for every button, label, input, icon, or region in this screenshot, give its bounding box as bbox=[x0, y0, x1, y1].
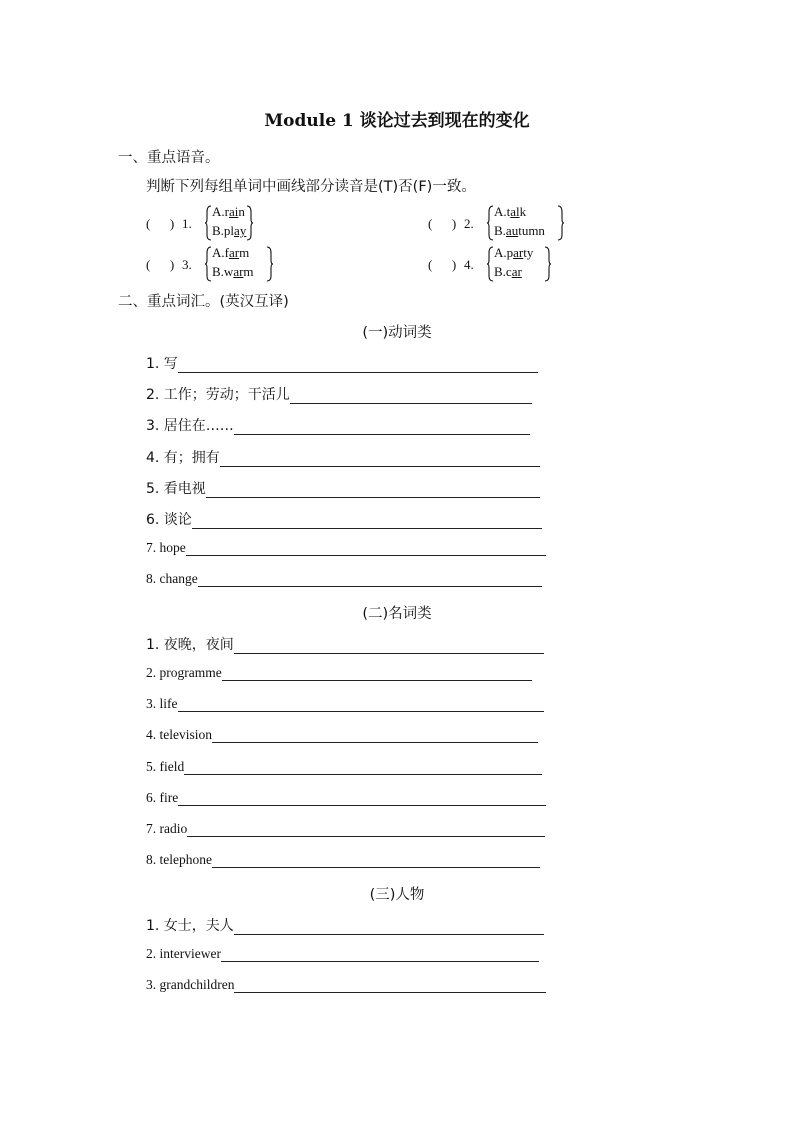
answer-line[interactable] bbox=[187, 822, 545, 837]
answer-blank[interactable]: ( ) bbox=[428, 216, 457, 231]
answer-line[interactable] bbox=[184, 760, 542, 775]
vocab-item: 6. fire bbox=[146, 790, 546, 808]
answer-line[interactable] bbox=[178, 791, 546, 806]
answer-line[interactable] bbox=[198, 572, 542, 587]
option-a: A.party bbox=[494, 245, 534, 260]
section1-instruction: 判断下列每组单词中画线部分读音是(T)否(F)一致。 bbox=[146, 179, 476, 195]
option-a: A.talk bbox=[494, 204, 527, 219]
phonics-question-1 bbox=[146, 204, 286, 244]
answer-line[interactable] bbox=[220, 452, 540, 467]
answer-blank[interactable]: ( ) bbox=[428, 257, 457, 272]
page-title: Module 1 谈论过去到现在的变化 bbox=[264, 111, 530, 131]
vocab-item: 5. 看电视 bbox=[146, 478, 540, 496]
group-title-verbs: (一)动词类 bbox=[362, 325, 432, 341]
answer-line[interactable] bbox=[186, 541, 546, 556]
vocab-item: 2. interviewer bbox=[146, 946, 539, 964]
vocab-item: 1. 女士，夫人 bbox=[146, 915, 544, 933]
answer-line[interactable] bbox=[178, 358, 538, 373]
answer-line[interactable] bbox=[222, 666, 532, 681]
vocab-item: 7. radio bbox=[146, 821, 545, 839]
group-title-people: (三)人物 bbox=[369, 887, 425, 903]
answer-line[interactable] bbox=[212, 853, 540, 868]
answer-line[interactable] bbox=[178, 697, 544, 712]
group-title-nouns: (二)名词类 bbox=[362, 606, 432, 622]
vocab-item: 6. 谈论 bbox=[146, 509, 542, 527]
vocab-item: 1. 写 bbox=[146, 353, 538, 371]
vocab-item: 8. telephone bbox=[146, 852, 540, 870]
vocab-item: 3. 居住在…… bbox=[146, 415, 530, 433]
answer-line[interactable] bbox=[234, 978, 546, 993]
phonics-question-4 bbox=[428, 245, 568, 285]
answer-blank[interactable]: ( ) bbox=[146, 257, 175, 272]
answer-line[interactable] bbox=[234, 639, 544, 654]
vocab-item: 8. change bbox=[146, 571, 542, 589]
vocab-item: 2. 工作；劳动；干活儿 bbox=[146, 384, 532, 402]
vocab-item: 4. 有；拥有 bbox=[146, 447, 540, 465]
vocab-item: 4. television bbox=[146, 727, 538, 745]
section1-heading: 一、重点语音。 bbox=[118, 150, 220, 166]
question-number: 1. bbox=[182, 216, 192, 231]
option-b: B.play bbox=[212, 223, 247, 238]
answer-line[interactable] bbox=[234, 920, 544, 935]
option-a: A.rain bbox=[212, 204, 245, 219]
answer-line[interactable] bbox=[290, 389, 532, 404]
phonics-question-2 bbox=[428, 204, 578, 244]
question-number: 3. bbox=[182, 257, 192, 272]
vocab-item: 1. 夜晚，夜间 bbox=[146, 634, 544, 652]
option-b: B.autumn bbox=[494, 223, 545, 238]
answer-line[interactable] bbox=[234, 420, 530, 435]
option-a: A.farm bbox=[212, 245, 250, 260]
option-b: B.warm bbox=[212, 264, 254, 279]
phonics-question-3 bbox=[146, 245, 286, 285]
answer-line[interactable] bbox=[206, 483, 540, 498]
vocab-item: 5. field bbox=[146, 759, 542, 777]
answer-line[interactable] bbox=[212, 728, 538, 743]
section2-heading: 二、重点词汇。(英汉互译) bbox=[118, 294, 289, 310]
vocab-item: 7. hope bbox=[146, 540, 546, 558]
vocab-item: 2. programme bbox=[146, 665, 532, 683]
vocab-item: 3. grandchildren bbox=[146, 977, 546, 995]
answer-line[interactable] bbox=[221, 947, 539, 962]
question-number: 2. bbox=[464, 216, 474, 231]
question-number: 4. bbox=[464, 257, 474, 272]
answer-line[interactable] bbox=[192, 514, 542, 529]
vocab-item: 3. life bbox=[146, 696, 544, 714]
option-b: B.car bbox=[494, 264, 522, 279]
answer-blank[interactable]: ( ) bbox=[146, 216, 175, 231]
